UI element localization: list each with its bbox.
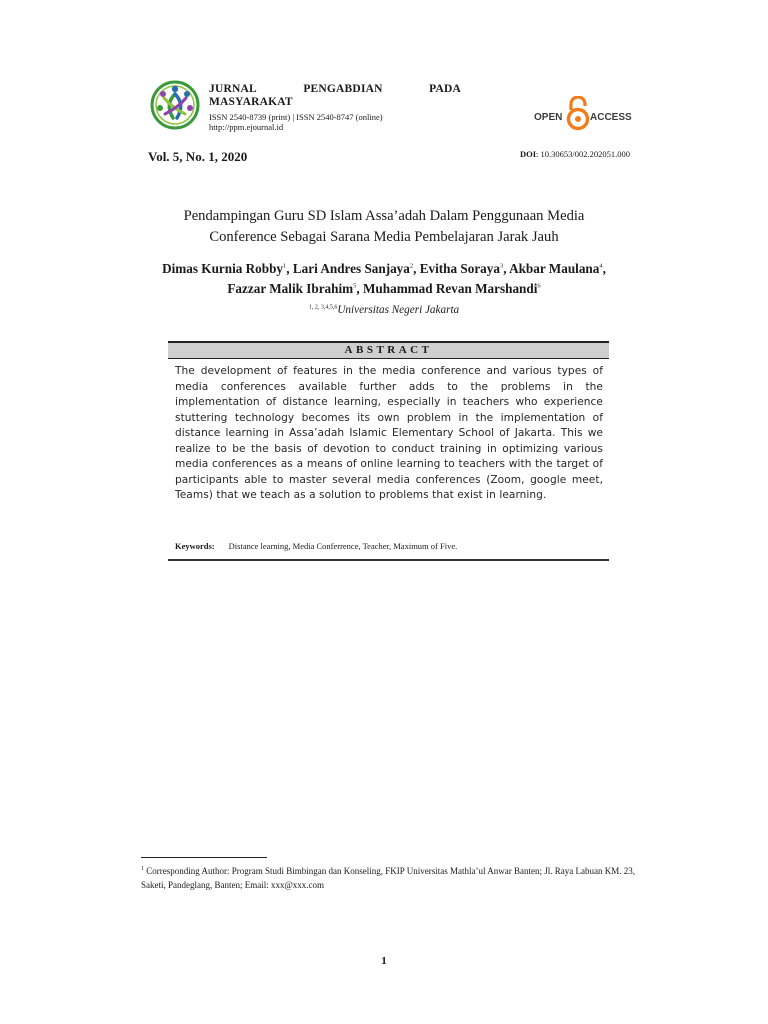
- journal-name-word: PADA: [429, 83, 461, 95]
- author-sup: 2: [409, 262, 414, 270]
- author-sup: 3: [499, 262, 504, 270]
- open-lock-icon: [569, 97, 588, 129]
- journal-logo-icon: [147, 80, 203, 130]
- affiliation-name: Universitas Negeri Jakarta: [337, 304, 460, 316]
- footnote-text: Corresponding Author: Program Studi Bimbingan dan Konseling, FKIP Universitas Mathla’ul Anwar Banten; Jl. Raya Labuan KM. 23, Saketi, Pandeglang, Banten; Email: xxx@xxx.com: [141, 866, 635, 890]
- author-name: Lari Andres Sanjaya: [292, 261, 410, 276]
- author-sup: 1: [283, 262, 287, 270]
- abstract-text: The development of features in the media conference and various types of media conferences available further adds to the problems in the implementation of distance learning, especially in teachers who experience stuttering technology becomes its own problem in the implementation of distance learning in Assa’adah Islamic Elementary School of Jakarta. This we realize to be the basis of devotion to conduct training in optimizing various media conferences as a means of online learning to teachers with the target of participants able to master several media conferences (Zoom, google meet, Teams) that we teach as a solution to problems that exist in learning.: [175, 365, 603, 502]
- keywords: [175, 541, 457, 551]
- author-sup: 5: [353, 282, 357, 290]
- footnote: [141, 864, 635, 892]
- author-name: Akbar Maulana: [509, 261, 600, 276]
- paper-title-line: Conference Sebagai Sarana Media Pembelajaran Jarak Jauh: [209, 229, 559, 245]
- page-number: 1: [381, 955, 387, 967]
- paper-title: [130, 206, 638, 248]
- author-name: Fazzar Malik Ibrahim: [227, 281, 354, 296]
- issn: ISSN 2540-8739 (print) | ISSN 2540-8747 (online): [209, 112, 383, 122]
- keywords-value: Distance learning, Media Conferrence, Teacher, Maximum of Five.: [228, 541, 458, 551]
- volume-issue: Vol. 5, No. 1, 2020: [148, 149, 248, 164]
- keywords-label: Keywords:: [175, 541, 215, 551]
- journal-name-word: JURNAL: [209, 83, 257, 95]
- author-name: Dimas Kurnia Robby: [162, 261, 284, 276]
- journal-name-word: PENGABDIAN: [303, 83, 383, 95]
- journal-url[interactable]: http://ppm.ejournal.id: [209, 122, 284, 132]
- doi-label: DOI: [519, 149, 537, 159]
- journal-name: [209, 83, 461, 109]
- open-access-logo: [534, 96, 634, 132]
- doi[interactable]: [520, 149, 630, 159]
- abstract-bottom-rule: [168, 559, 609, 561]
- author-name: Evitha Soraya: [419, 261, 500, 276]
- author-list: Dimas Kurnia Robby$^1$, Lari Andres Sanjaya$^2$, Evitha Soraya$^3$, Akbar Maulana$^4$, Fazzar Malik Ibrahim$^5$, Muhammad Revan Marshandi$^6$: [162, 261, 606, 296]
- affiliation-sup: 1, 2, 3,4,5,6: [308, 304, 338, 311]
- doi-value: : 10.30653/002.202051.000: [536, 149, 630, 159]
- open-access-right: ACCESS: [590, 112, 632, 123]
- footnote-sup: 1: [141, 866, 144, 872]
- affiliation: [150, 304, 618, 316]
- journal-name-line2: MASYARAKAT: [209, 96, 293, 108]
- open-access-left: OPEN: [534, 112, 563, 123]
- paper-title-line: Pendampingan Guru SD Islam Assa’adah Dalam Penggunaan Media: [183, 208, 585, 224]
- abstract-heading: ABSTRACT: [168, 343, 609, 358]
- abstract-heading-rule: [168, 358, 609, 359]
- footnote-rule: [141, 857, 267, 858]
- author-name: Muhammad Revan Marshandi: [362, 281, 538, 296]
- author-sup: 4: [599, 262, 603, 270]
- author-sup: 6: [537, 282, 541, 290]
